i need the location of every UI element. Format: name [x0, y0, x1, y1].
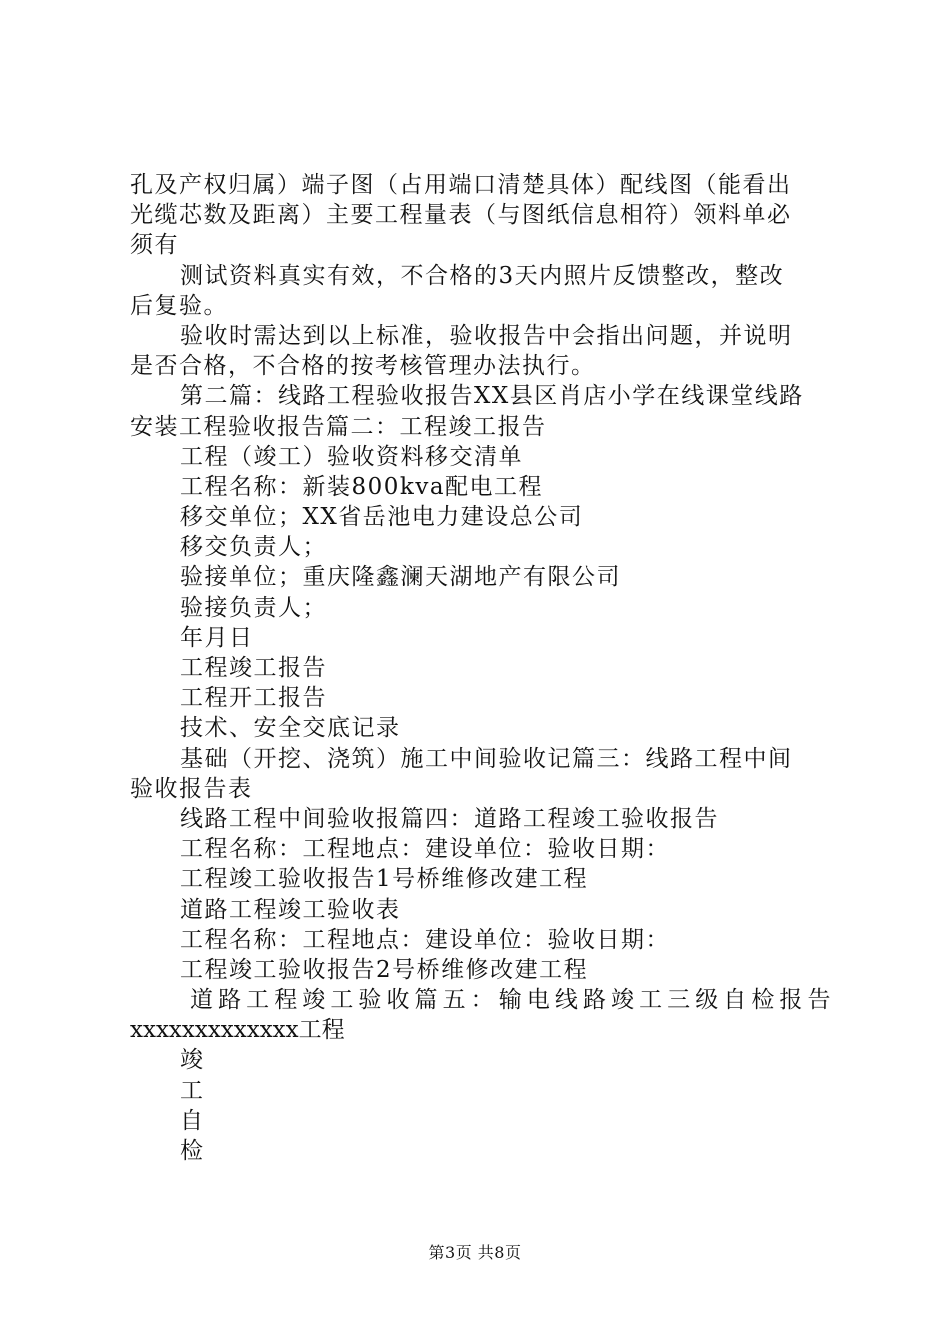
- text-line: 验收报告表: [130, 775, 253, 802]
- text-line: 是否合格，不合格的按考核管理办法执行。: [130, 353, 596, 380]
- text-line: 验收时需达到以上标准，验收报告中会指出问题，并说明: [180, 322, 793, 349]
- text-line: 孔及产权归属）端子图（占用端口清楚具体）配线图（能看出: [130, 172, 792, 198]
- text-line: 工程名称：工程地点：建设单位：验收日期：: [180, 926, 670, 953]
- text-line: 竣: [180, 1047, 205, 1074]
- text-line: 第二篇：线路工程验收报告XX县区肖店小学在线课堂线路: [180, 383, 804, 410]
- document-body: [130, 170, 832, 1166]
- text-line: 工程竣工报告: [180, 655, 327, 681]
- text-line: 工程名称：工程地点：建设单位：验收日期：: [180, 836, 670, 863]
- text-line: 安装工程验收报告篇二：工程竣工报告: [130, 413, 547, 440]
- text-line: 测试资料真实有效，不合格的3天内照片反馈整改，整改: [180, 262, 785, 289]
- text-line: 工程（竣工）验收资料移交清单: [180, 443, 523, 470]
- text-line: 技术、安全交底记录: [180, 715, 401, 742]
- text-line: 后复验。: [130, 292, 228, 319]
- text-line: 验接负责人；: [180, 594, 327, 621]
- text-line: 工程竣工验收报告2号桥维修改建工程: [180, 956, 589, 983]
- text-line: 道路工程竣工验收篇五：输电线路竣工三级自检报告: [190, 987, 832, 1014]
- text-line: 光缆芯数及距离）主要工程量表（与图纸信息相符）领料单必: [130, 202, 792, 229]
- text-line: 工程竣工验收报告1号桥维修改建工程: [180, 866, 589, 893]
- page-footer: 第3页 共8页: [428, 1243, 522, 1262]
- text-line: 工程开工报告: [180, 685, 327, 712]
- text-line: 线路工程中间验收报篇四：道路工程竣工验收报告: [180, 805, 719, 832]
- text-line: 移交负责人；: [180, 534, 327, 561]
- text-line: 须有: [130, 232, 179, 259]
- text-line: 检: [180, 1138, 205, 1164]
- text-line: 工: [180, 1077, 205, 1104]
- text-line: xxxxxxxxxxxxx工程: [130, 1017, 345, 1044]
- text-line: 工程名称：新装800kva配电工程: [180, 473, 544, 500]
- text-line: 年月日: [180, 624, 254, 651]
- text-line: 基础（开挖、浇筑）施工中间验收记篇三：线路工程中间: [180, 745, 793, 772]
- text-line: 移交单位；XX省岳池电力建设总公司: [180, 504, 584, 531]
- text-line: 道路工程竣工验收表: [180, 896, 401, 923]
- text-line: 自: [180, 1107, 205, 1134]
- text-line: 验接单位；重庆隆鑫澜天湖地产有限公司: [180, 564, 621, 591]
